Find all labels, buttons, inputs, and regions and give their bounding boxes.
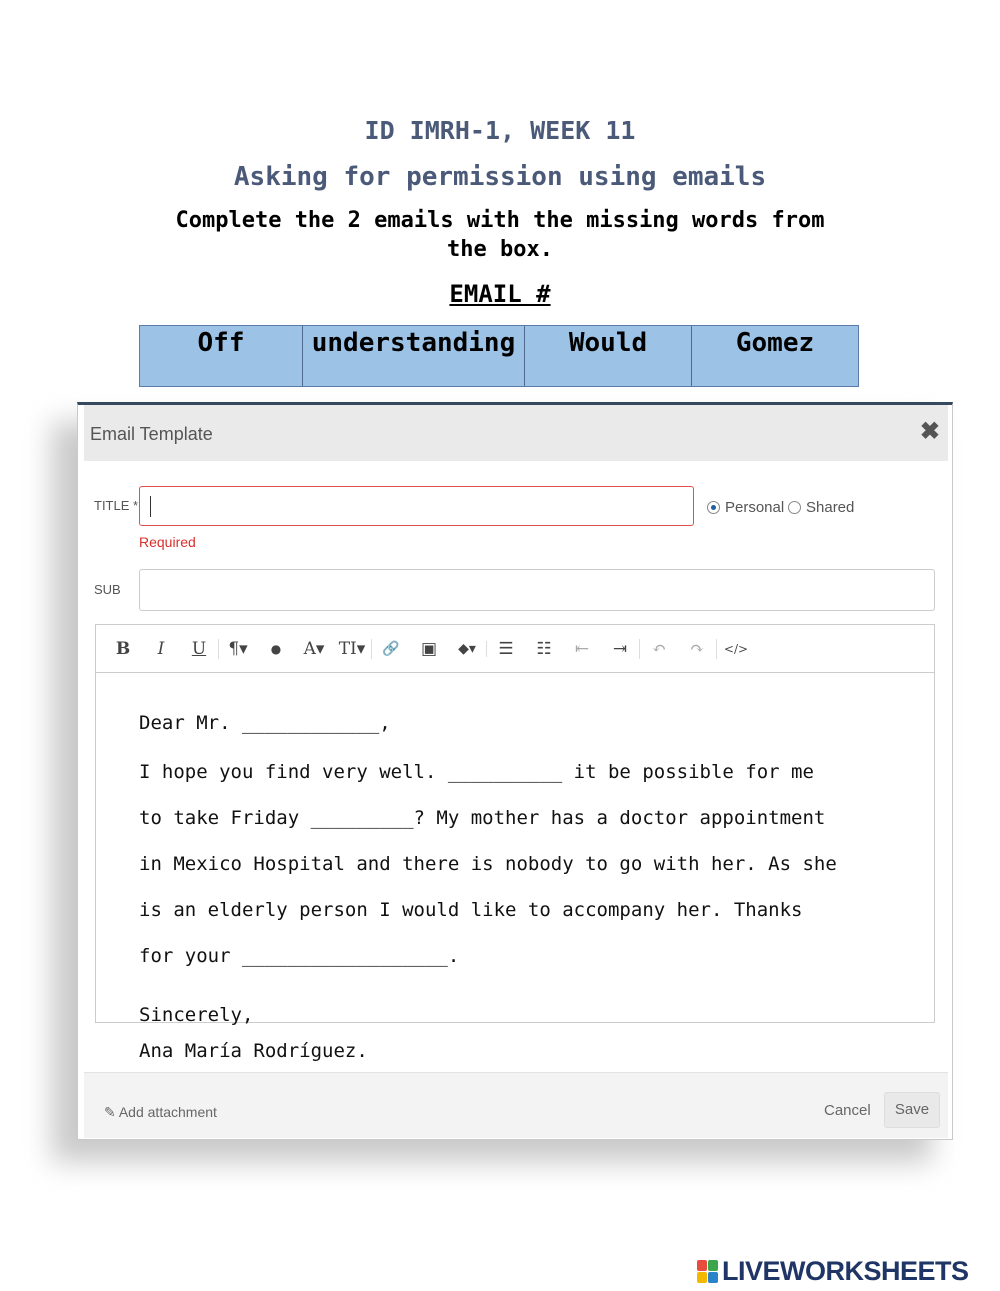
code-view-icon[interactable]: </> [723,641,749,656]
bold-button[interactable]: B [115,638,131,659]
cancel-button[interactable]: Cancel [824,1102,871,1119]
unordered-list-icon[interactable]: ☷ [536,638,552,659]
subject-input[interactable] [139,569,935,611]
paragraph-icon[interactable]: ¶▾ [228,638,248,659]
font-icon[interactable]: A▾ [303,638,325,659]
letter-line: in Mexico Hospital and there is nobody to go with her. As she [139,853,837,875]
modal-footer [84,1073,948,1138]
instruction-text: Complete the 2 emails with the missing words from the box. [175,208,825,262]
radio-personal[interactable] [707,499,784,516]
text-caret [150,496,151,517]
modal-header [84,405,948,461]
liveworksheets-logo [697,1256,969,1287]
required-error: Required [139,534,196,550]
editor-toolbar [96,625,934,673]
save-button[interactable]: Save [884,1092,940,1128]
ordered-list-icon[interactable]: ☰ [498,638,514,659]
letter-line: for your __________________. [139,945,460,967]
word-box-cell: Gomez [735,328,815,358]
add-attachment-link[interactable]: ✎ Add attachment [104,1104,217,1120]
letter-signature: Ana María Rodríguez. [139,1040,368,1062]
modal-title: Email Template [90,424,213,444]
letter-line: is an elderly person I would like to accompany her. Thanks [139,899,803,921]
word-box-cell: Off [140,326,303,386]
undo-icon[interactable]: ↶ [651,638,667,659]
letter-line: I hope you find very well. __________ it be possible for me [139,761,814,783]
letter-line: Dear Mr. ____________, [139,712,391,734]
radio-selected-icon [707,501,720,514]
link-icon[interactable]: 🔗 [382,640,400,657]
logo-text: LIVEWORKSHEETS [722,1256,969,1286]
word-box-cell: Would [525,326,692,386]
email-number-label: EMAIL # [449,280,551,308]
radio-shared-label: Shared [806,499,855,516]
image-icon[interactable]: ▣ [420,638,438,659]
worksheet-week-heading: ID IMRH-1, WEEK 11 [364,116,636,145]
close-icon[interactable]: ✖ [919,418,940,445]
redo-icon[interactable]: ↷ [678,639,717,659]
sub-label: SUB [94,582,121,597]
radio-unselected-icon [788,501,801,514]
word-box [139,325,859,387]
indent-icon[interactable]: ⇥ [601,639,640,659]
title-input[interactable] [139,486,694,526]
radio-personal-label: Personal [725,499,785,516]
color-drop-icon[interactable]: ● [270,641,282,656]
title-label: TITLE * [94,498,139,513]
letter-line: to take Friday _________? My mother has a doctor appointment [139,807,826,829]
italic-button[interactable]: I [157,638,165,659]
underline-button[interactable]: U [180,639,219,659]
word-box-cell: understanding [303,326,525,386]
radio-shared[interactable] [788,499,854,516]
tag-icon[interactable]: ◆▾ [448,641,487,657]
worksheet-subtitle: Asking for permission using emails [233,162,767,192]
font-size-icon[interactable]: TI▾ [333,639,372,659]
logo-mark-icon [697,1260,719,1284]
outdent-icon[interactable]: ⇤ [574,638,590,659]
letter-closing: Sincerely, [139,1004,254,1026]
